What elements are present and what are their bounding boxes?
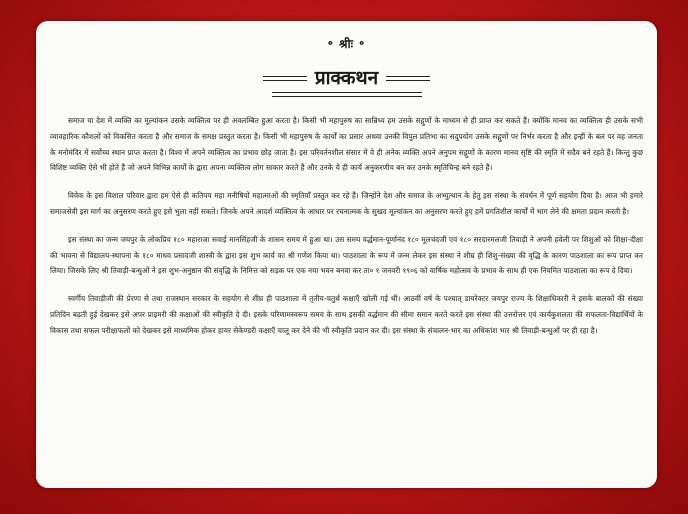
left-ornament-rule xyxy=(263,76,307,81)
right-ornament-rule xyxy=(386,76,430,81)
page-title: प्राक्कथन xyxy=(314,67,379,89)
paragraph: विवेक के इस विशाल परिवार द्वारा हम ऐसे ही कतिपय महा मनीषियों महात्माओं की स्मृतियाँ प्रस्तुत कर रहे हैं। जिन्होंने देश और समाज के अभ्युत्थान के हेतु इस संस्था के संवर्धन में पूर्ण सहयोग दिया है। आज भी हमारे समाजसेवी इस मार्ग का अनुसरण करते हुए इसे भुला नहीं सकते। जिनके अपने आदर्श व्यक्तित्व के आधार पर रचनात्मक के सुखद मूल्यांकन का अनुसरण करते हुए हमें प्रगतिशील कार्यों में भाग लेने की क्षमता प्रदान करती है। xyxy=(50,191,643,216)
body-text xyxy=(50,113,643,339)
title-underline xyxy=(272,92,422,97)
paragraph: इस संस्था का जन्म जयपुर के लोकप्रिय १८० महाराजा सवाई मानसिंहजी के शासन समय में हुआ था। उस समय वर्द्धमान-पूर्णानंद १८० मूलचंदजी एवं १८० सरदारमलजी तिवाड़ी ने अपनी हवेली पर शिशुओं को शिक्षा-दीक्षा की भावना से विद्यालय-स्थापना के १८० माधव प्रसादजी शास्त्री के द्वारा इस शुभ कार्य का श्री गणेश किया था। पाठशाला के रूप में जन्म लेकर इस संस्था ने शीघ्र ही शिशु-संख्या की वृद्धि के कारण पाठशाला का रूप प्राप्त कर लिया। जिसके लिए श्री तिवाड़ी-बन्धुओं ने इस शुभ-अनुष्ठान की संवृद्धि के निमित्त को सड़क पर एक नया भवन बनवा कर ता० १ जनवरी १९०६ को वार्षिक महोत्सव के प्रभाव के साथ ही एक नियमित पाठशाला का रूप दे दिया। xyxy=(50,234,643,276)
document-page xyxy=(36,21,657,488)
invocation-text: ॰ श्रीः ॰ xyxy=(327,37,366,51)
paragraph: समाज या देश में व्यक्ति का मूल्यांकन उसके व्यक्तित्व पर ही अवलम्बित हुआ करता है। किसी भी महापुरुष का सान्निध्य हम उसके सद्गुणों के माध्यम से ही प्राप्त कर सकते हैं। क्योंकि मानव का व्यक्तित्व ही उसके सभी व्यावहारिक कौशलों को विकसित करता है और समाज के समक्ष प्रस्तुत करता है। किसी भी महापुरुष के कार्यों का प्रसार अथवा उनकी विपुल प्रतिभा का सदुपयोग उसके सद्गुणों पर निर्भर करता है और इन्हीं के बल पर वह जनता के मनोमंदिर में सर्वोच्च स्थान प्राप्त करता है। विश्व में अपने व्यक्तित्व का प्रभाव छोड़ जाता है। इस परिवर्तनशील संसार में वे ही अनेक व्यक्ति अपने अनुपम सद्गुणों के कारण मानव सृष्टि की स्मृति में सदैव बने रहते हैं। किन्तु कुछ विशिष्ट व्यक्ति ऐसे भी होते हैं जो अपने विभिन्न कार्यों के द्वारा अपना व्यक्तित्व लोग साकार करते हैं और उनके ये ही कार्य अनुकरणीय बन कर उनके स्मृतिचिन्ह बने रहते हैं। xyxy=(50,116,643,173)
heading-row xyxy=(50,65,643,91)
paragraph: स्वर्गीय तिवाड़ीजी की प्रेरणा से तथा राजस्थान सरकार के सहयोग से शीघ्र ही पाठशाला में तृतीय-चतुर्थ कक्षाएँ खोली गई थीं। आठवीं वर्ष के पश्चात् डायरेक्टर जयपुर राज्य के शिक्षाधिकारी ने इसके बालकों की संख्या प्रतिदिन बढ़ती हुई देखकर इसे अपर प्राइमरी की कक्षाओं की स्वीकृति दे दी। इसके परिणामस्वरूप समय के साथ इसकी वर्द्धमान की सीमा समान करते करते इस संस्था की उत्तरोत्तर एवं कार्यकुशलता की सफलता-विद्यार्थियों के विकास तथा सफल परीक्षाफलों को देखकर इसे माध्यमिक होकर हायर सेकेण्डरी कक्षाएँ चालू कर देने की भी स्वीकृति प्रदान कर दी। इस संस्था के संचालन-भार का अधिकांश भार श्री तिवाड़ी-बन्धुओं पर ही रहा है। xyxy=(50,294,643,335)
